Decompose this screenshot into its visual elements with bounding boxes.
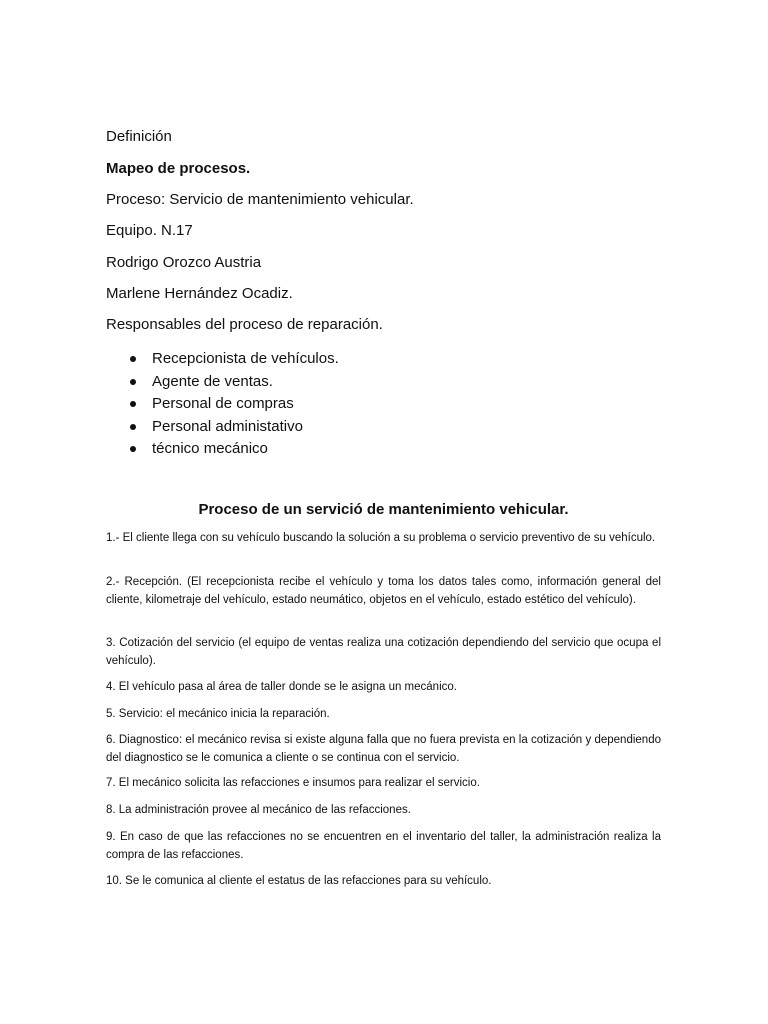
bullet-icon bbox=[130, 424, 136, 430]
step-paragraph: 6. Diagnostico: el mecánico revisa si existe alguna falla que no fuera prevista en la cotización y dependiendo del diagnostico se le comunica a cliente o se continua con el servicio. bbox=[106, 734, 661, 764]
list-item: Personal de compras bbox=[106, 393, 339, 416]
list-item: Agente de ventas. bbox=[106, 371, 339, 394]
section-title: Proceso de un servició de mantenimiento vehicular. bbox=[198, 501, 569, 518]
process-name: Proceso: Servicio de mantenimiento vehicular. bbox=[106, 191, 414, 208]
step-paragraph: 9. En caso de que las refacciones no se encuentren en el inventario del taller, la administración realiza la compra de las refacciones. bbox=[106, 831, 661, 861]
step-paragraph: 1.- El cliente llega con su vehículo buscando la solución a su problema o servicio preventivo de su vehículo. bbox=[106, 532, 656, 544]
bullet-icon bbox=[130, 379, 136, 385]
list-item: Personal administativo bbox=[106, 416, 339, 439]
step-paragraph: 10. Se le comunica al cliente el estatus de las refacciones para su vehículo. bbox=[106, 875, 492, 887]
team-member-1: Rodrigo Orozco Austria bbox=[106, 254, 262, 271]
team-member-2: Marlene Hernández Ocadiz. bbox=[106, 285, 293, 302]
step-paragraph: 8. La administración provee al mecánico de las refacciones. bbox=[106, 804, 411, 816]
bullet-icon bbox=[130, 401, 136, 407]
page-title: Mapeo de procesos. bbox=[106, 160, 251, 177]
bullet-icon bbox=[130, 356, 136, 362]
step-paragraph: 5. Servicio: el mecánico inicia la reparación. bbox=[106, 708, 330, 720]
roles-list bbox=[106, 348, 339, 461]
bullet-icon bbox=[130, 446, 136, 452]
list-item: técnico mecánico bbox=[106, 438, 339, 461]
team-number: Equipo. N.17 bbox=[106, 222, 193, 239]
step-paragraph: 3. Cotización del servicio (el equipo de ventas realiza una cotización dependiendo del servicio que ocupa el vehículo). bbox=[106, 637, 661, 667]
step-paragraph: 7. El mecánico solicita las refacciones e insumos para realizar el servicio. bbox=[106, 777, 480, 789]
step-paragraph: 4. El vehículo pasa al área de taller donde se le asigna un mecánico. bbox=[106, 681, 457, 693]
definition-label: Definición bbox=[106, 128, 172, 145]
step-paragraph: 2.- Recepción. (El recepcionista recibe el vehículo y toma los datos tales como, información general del cliente, kilometraje del vehículo, estado neumático, objetos en el vehículo, estado estético del vehículo). bbox=[106, 576, 661, 606]
responsables-heading: Responsables del proceso de reparación. bbox=[106, 316, 383, 333]
list-item: Recepcionista de vehículos. bbox=[106, 348, 339, 371]
